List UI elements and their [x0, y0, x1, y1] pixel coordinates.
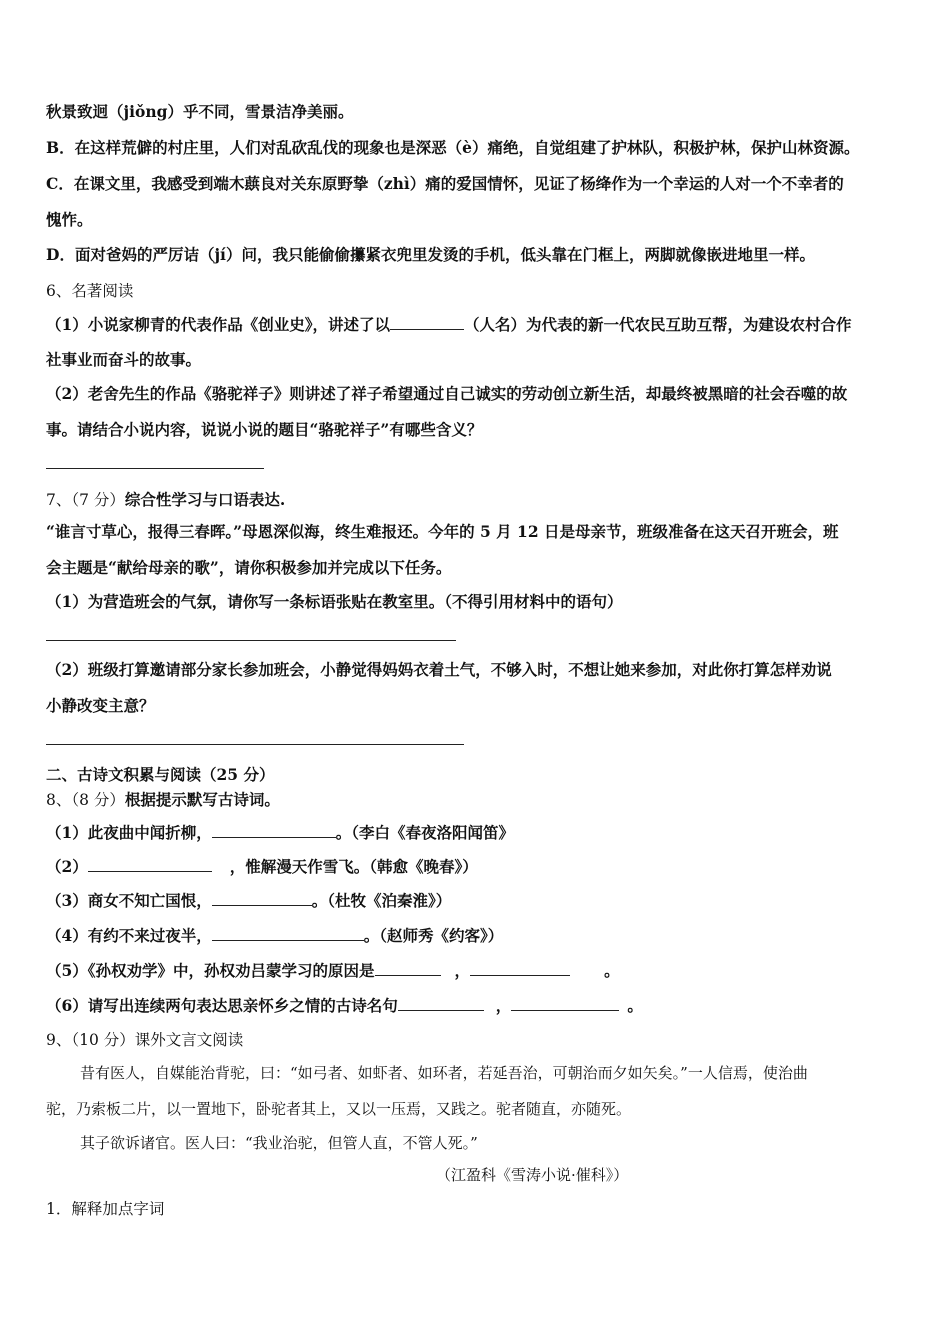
q8-line4-pre: （4）有约不来过夜半，: [46, 926, 212, 945]
q8-blank-6b[interactable]: [511, 995, 619, 1011]
q6-part1-line2: 社事业而奋斗的故事。: [46, 350, 202, 369]
q5-option-d: D．面对爸妈的严厉诘（jí）问，我只能偷偷攥紧衣兜里发烫的手机，低头靠在门框上，两脚就像嵌进地里一样。: [46, 245, 815, 264]
q8-line4: [46, 925, 503, 946]
q8-blank-4[interactable]: [212, 925, 364, 941]
q6-part1-post: （人名）为代表的新一代农民互助互帮，为建设农村合作: [464, 315, 852, 334]
q6-part2-line1: （2）老舍先生的作品《骆驼祥子》则讲述了祥子希望通过自己诚实的劳动创立新生活，却最终被黑暗的社会吞噬的故: [46, 384, 848, 403]
q8-line2: [46, 856, 478, 877]
q9-subquestion-1: 1．解释加点字词: [46, 1200, 165, 1218]
q7-part1-answer-line[interactable]: [46, 640, 456, 641]
q5-option-c-line1: C．在课文里，我感受到端木蕻良对关东原野挚（zhì）痛的爱国情怀，见证了杨绛作为一个幸运的人对一个不幸者的: [46, 174, 844, 193]
q8-line3-pre: （3）商女不知亡国恨，: [46, 891, 212, 910]
q8-heading: [46, 790, 280, 810]
q7-intro-line1: “谁言寸草心，报得三春晖。”母恩深似海，终生难报还。今年的 5 月 12 日是母亲节，班级准备在这天召开班会，班: [46, 522, 839, 541]
q9-source: （江盈科《雪涛小说·催科》）: [436, 1166, 629, 1184]
q8-title: 根据提示默写古诗词。: [124, 790, 280, 809]
q7-part2-line1: （2）班级打算邀请部分家长参加班会，小静觉得妈妈衣着土气，不够入时，不想让她来参加，对此你打算怎样劝说: [46, 660, 832, 679]
q7-number: 7、（7 分）: [46, 491, 125, 509]
q6-part1-line1: [46, 314, 852, 335]
q8-line6-pre: （6）请写出连续两句表达思亲怀乡之情的古诗名句: [46, 996, 398, 1015]
q7-intro-line2: 会主题是“献给母亲的歌”，请你积极参加并完成以下任务。: [46, 558, 452, 577]
q6-part1-pre: （1）小说家柳青的代表作品《创业史》，讲述了以: [46, 315, 391, 334]
section-2-heading: 二、古诗文积累与阅读（25 分）: [46, 765, 275, 784]
q5-option-c-line2: 愧怍。: [46, 210, 93, 229]
q9-text-line1: 昔有医人，自媒能治背驼，曰：“如弓者、如虾者、如环者，若延吾治，可朝治而夕如矢矣。”一人信焉，使治曲: [80, 1064, 808, 1082]
q8-blank-5a[interactable]: [375, 960, 441, 976]
q7-part2-line2: 小静改变主意？: [46, 696, 155, 715]
q8-line6: [46, 995, 643, 1016]
q8-blank-3[interactable]: [212, 890, 312, 906]
q9-text-line2: 驼，乃索板二片，以一置地下，卧驼者其上，又以一压焉，又践之。驼者随直，亦随死。: [46, 1100, 632, 1118]
q8-line2-pre: （2）: [46, 857, 88, 876]
q9-number: 9、（10 分）: [46, 1031, 135, 1049]
q8-blank-6a[interactable]: [398, 995, 484, 1011]
q6-answer-line[interactable]: [46, 468, 264, 469]
q8-line5-pre: （5）《孙权劝学》中，孙权劝吕蒙学习的原因是: [46, 961, 375, 980]
q8-line1: [46, 822, 514, 843]
q7-title: 综合性学习与口语表达.: [124, 490, 286, 509]
q9-title: 课外文言文阅读: [134, 1031, 244, 1049]
q7-heading: [46, 490, 285, 510]
q8-line6-comma: ，: [495, 996, 512, 1015]
q6-title: 6、名著阅读: [46, 282, 134, 300]
q7-part2-answer-line[interactable]: [46, 744, 464, 745]
q9-text-line3: 其子欲诉诸官。医人曰：“我业治驼，但管人直，不管人死。”: [80, 1134, 478, 1152]
q8-line5-comma: ，: [454, 961, 471, 980]
q8-blank-1[interactable]: [212, 822, 336, 838]
q6-name-blank[interactable]: [390, 314, 464, 330]
q8-line6-end: 。: [627, 996, 643, 1015]
q8-line3: [46, 890, 451, 911]
q7-part1: （1）为营造班会的气氛，请你写一条标语张贴在教室里。（不得引用材料中的语句）: [46, 592, 623, 611]
q8-line2-post: ，惟解漫天作雪飞。（韩愈《晚春》）: [229, 857, 478, 876]
q8-line4-post: 。（赵师秀《约客》）: [363, 926, 504, 945]
q8-line5: [46, 960, 620, 981]
q5-option-a-tail: 秋景致迥（jiǒng）乎不同，雪景洁净美丽。: [46, 102, 354, 121]
q8-blank-2[interactable]: [88, 856, 212, 872]
q8-line1-post: 。（李白《春夜洛阳闻笛》: [335, 823, 515, 842]
q8-line3-post: 。（杜牧《泊秦淮》）: [311, 891, 452, 910]
q8-number: 8、（8 分）: [46, 791, 125, 809]
q8-blank-5b[interactable]: [470, 960, 570, 976]
q6-part2-line2: 事。请结合小说内容，说说小说的题目“骆驼祥子”有哪些含义？: [46, 420, 483, 439]
q8-line5-end: 。: [604, 961, 620, 980]
q9-heading: [46, 1030, 243, 1050]
q5-option-b: B．在这样荒僻的村庄里，人们对乱砍乱伐的现象也是深恶（è）痛绝，自觉组建了护林队，积极护林，保护山林资源。: [46, 138, 860, 157]
q8-line1-pre: （1）此夜曲中闻折柳，: [46, 823, 212, 842]
